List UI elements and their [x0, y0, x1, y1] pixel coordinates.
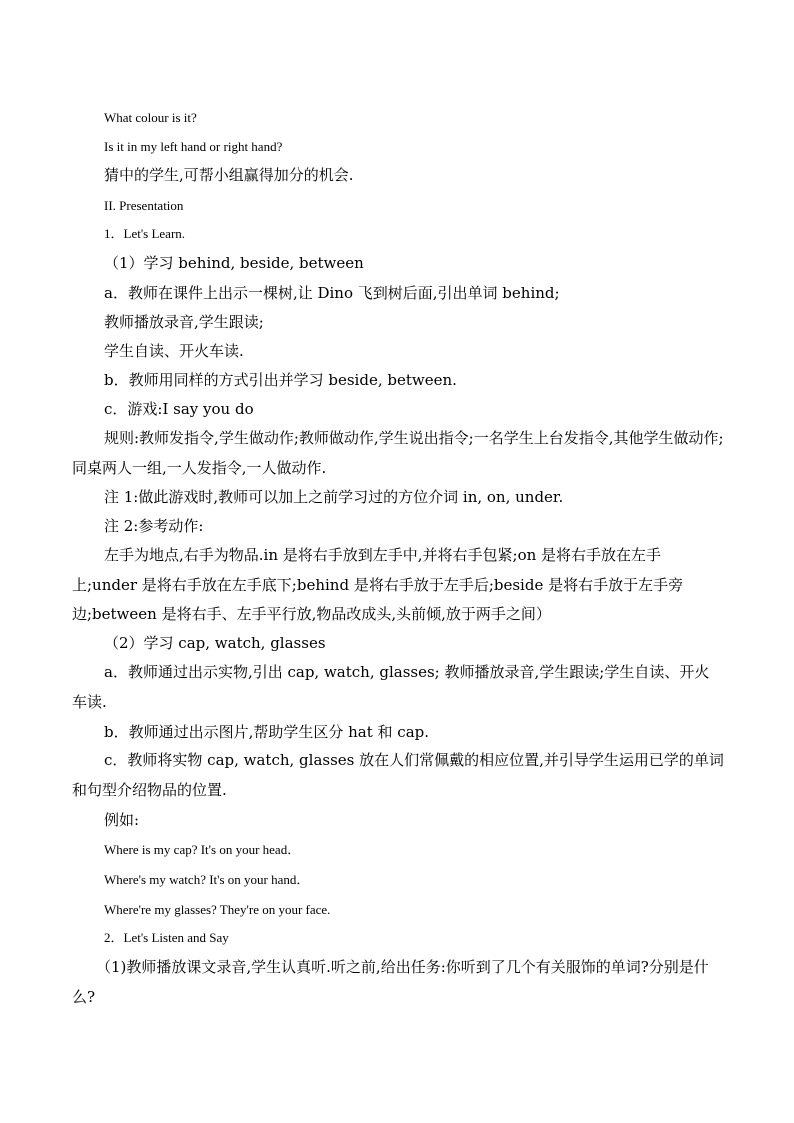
listen-task-paragraph: （1)教师播放课文录音,学生认真听.听之前,给出任务:你听到了几个有关服饰的单词?分别是什么? [72, 958, 709, 1006]
step-2-heading: （2）学习 cap, watch, glasses [104, 634, 326, 652]
note-1: 注 1:做此游戏时,教师可以加上之前学习过的方位介词 in, on, under. [104, 488, 564, 506]
step-a-real-objects: a．教师通过出示实物,引出 cap, watch, glasses; 教师播放录音,学生跟读;学生自读、开火车读. [72, 663, 710, 711]
step-play-recording: 教师播放录音,学生跟读; [104, 313, 264, 331]
question-hand: Is it in my left hand or right hand? [104, 139, 283, 154]
step-c-positions: c．教师将实物 cap, watch, glasses 放在人们常佩戴的相应位置,并引导学生运用已学的单词和句型介绍物品的位置. [72, 751, 724, 799]
subsection-listen-say: 2．Let's Listen and Say [104, 930, 229, 945]
example-glasses: Where're my glasses? They're on your face. [104, 902, 331, 917]
example-watch: Where's my watch? It's on your hand． [104, 872, 310, 887]
guess-reward-note: 猜中的学生,可帮小组赢得加分的机会. [104, 166, 354, 184]
game-rules-paragraph: 规则:教师发指令,学生做动作;教师做动作,学生说出指令;一名学生上台发指令,其他学生做动作;同桌两人一组,一人发指令,一人做动作. [72, 429, 724, 477]
step-1-heading: （1）学习 behind, beside, between [104, 254, 364, 272]
step-self-read: 学生自读、开火车读. [104, 342, 244, 360]
note-2: 注 2:参考动作: [104, 517, 204, 535]
example-cap: Where is my cap? It's on your head． [104, 842, 301, 857]
step-a-tree: a．教师在课件上出示一棵树,让 Dino 飞到树后面,引出单词 behind; [104, 284, 560, 302]
step-c-game: c．游戏:I say you do [104, 400, 254, 418]
example-label: 例如: [104, 811, 140, 829]
reference-actions-paragraph: 左手为地点,右手为物品.in 是将右手放到左手中,并将右手包紧;on 是将右手放在左手上;under 是将右手放在左手底下;behind 是将右手放于左手后;beside 是将右手放于左手旁边;between 是将右手、左手平行放,物品改成头,头前倾,放于两手之间） [72, 546, 684, 623]
step-b-hat-cap: b．教师通过出示图片,帮助学生区分 hat 和 cap. [104, 723, 430, 741]
question-colour: What colour is it? [104, 110, 197, 125]
step-b-beside-between: b．教师用同样的方式引出并学习 beside, between. [104, 371, 457, 389]
section-heading-presentation: II. Presentation [104, 198, 184, 213]
subsection-lets-learn: 1．Let's Learn. [104, 226, 186, 241]
